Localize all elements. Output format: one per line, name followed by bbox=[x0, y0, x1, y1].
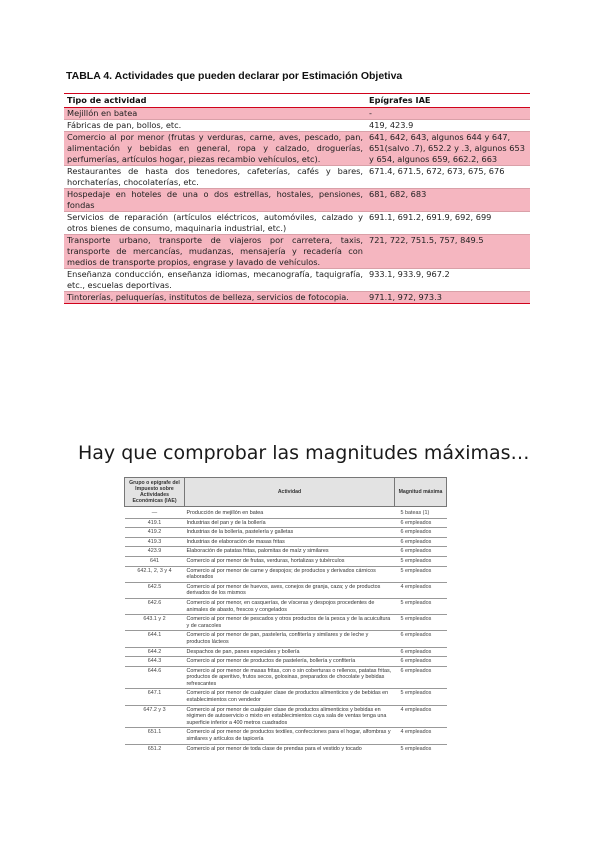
magnitude-cell: 5 empleados bbox=[395, 598, 447, 614]
magnitude-cell: 4 empleados bbox=[395, 728, 447, 744]
activity-cell: Enseñanza conducción, enseñanza idiomas, mecanografía, taquigrafía, etc., escuelas deportivas. bbox=[64, 269, 366, 292]
epigraph-code-cell: 643.1 y 2 bbox=[125, 615, 185, 631]
activities-table bbox=[64, 93, 530, 304]
epigraph-code-cell: 651.2 bbox=[147, 745, 162, 752]
table-row bbox=[125, 647, 447, 657]
epigraph-code-cell: 641 bbox=[125, 556, 185, 566]
table-row bbox=[64, 292, 530, 304]
table-row bbox=[64, 108, 530, 120]
activity-cell: Elaboración de patatas fritas, palomitas de maíz y similares bbox=[185, 547, 395, 557]
table-row bbox=[125, 509, 447, 518]
epigraph-code-cell: 644.6 bbox=[125, 666, 185, 689]
activity-cell: Transporte urbano, transporte de viajeros por carretera, taxis, transporte de mercancías, mudanzas, mensajería y recadería con medios de transporte propios, engrase y lavado de vehículos. bbox=[64, 235, 366, 269]
activity-cell: Comercio al por menor de pescados y otros productos de la pesca y de la acuicultura y de caracoles bbox=[185, 615, 395, 631]
table-row bbox=[64, 166, 530, 189]
magnitude-cell: 6 empleados bbox=[395, 647, 447, 657]
epigraph-code-cell: 644.3 bbox=[125, 657, 185, 667]
table-header-row bbox=[125, 478, 447, 507]
activity-cell: Industrias de la bollería, pastelería y galletas bbox=[185, 528, 395, 538]
table-row bbox=[125, 728, 447, 744]
table-row bbox=[64, 212, 530, 235]
epigraph-code-cell: 647.2 y 3 bbox=[125, 705, 185, 728]
table-row bbox=[64, 132, 530, 166]
epigraphs-cell: 419, 423.9 bbox=[366, 120, 530, 132]
activity-cell: Comercio al por menor de masas fritas, con o sin coberturas o rellenos, patatas fritas, productos de aperitivo, frutos secos, golosinas, preparados de chocolate y bebidas refrescantes bbox=[185, 666, 395, 689]
activity-cell: Servicios de reparación (artículos eléctricos, automóviles, calzado y otros bienes de consumo, maquinaria industrial, etc.) bbox=[64, 212, 366, 235]
max-magnitudes-table bbox=[124, 477, 447, 753]
table-row bbox=[125, 631, 447, 647]
table-row bbox=[64, 120, 530, 132]
magnitude-cell: 4 empleados bbox=[395, 582, 447, 598]
activity-cell: Comercio al por menor de pan, pastelería, confitería y similares y de leche y productos lácteos bbox=[185, 631, 395, 647]
epigraph-code-cell: 419.3 bbox=[125, 537, 185, 547]
activity-cell: Comercio al por menor de cualquier clase de productos alimenticios y de bebidas en establecimientos con vendedor bbox=[185, 689, 395, 705]
header-iae-epigraphs: Epígrafes IAE bbox=[366, 94, 530, 108]
table-row bbox=[125, 582, 447, 598]
activity-cell: Comercio al por menor de huevos, aves, conejos de granja, caza; y de productos derivados de los mismos bbox=[185, 582, 395, 598]
epigraph-code-cell: 642.1, 2, 3 y 4 bbox=[125, 566, 185, 582]
magnitude-cell: 4 empleados bbox=[395, 705, 447, 728]
epigraph-code-cell: 423.9 bbox=[125, 547, 185, 557]
epigraph-code-cell: 419.1 bbox=[125, 518, 185, 528]
table4-title: TABLA 4. Actividades que pueden declarar por Estimación Objetiva bbox=[66, 70, 403, 82]
table-row bbox=[64, 269, 530, 292]
magnitude-cell: 6 empleados bbox=[395, 666, 447, 689]
max-magnitudes-table-image bbox=[120, 475, 450, 766]
activity-cell: Mejillón en batea bbox=[64, 108, 366, 120]
magnitude-cell: 6 empleados bbox=[395, 518, 447, 528]
epigraphs-cell: 671.4, 671.5, 672, 673, 675, 676 bbox=[366, 166, 530, 189]
epigraphs-cell: 933.1, 933.9, 967.2 bbox=[366, 269, 530, 292]
table-row bbox=[125, 657, 447, 667]
table-row bbox=[125, 615, 447, 631]
epigraph-code-cell: — bbox=[125, 509, 185, 518]
epigraph-code-cell: 642.6 bbox=[125, 598, 185, 614]
epigraphs-cell: 641, 642, 643, algunos 644 y 647, 651(salvo .7), 652.2 y .3, algunos 653 y 654, algunos 659, 662.2, 663 bbox=[366, 132, 530, 166]
activity-cell: Tintorerías, peluquerías, institutos de belleza, servicios de fotocopia. bbox=[64, 292, 366, 304]
activity-cell: Comercio al por menor de toda clase de prendas para el vestido y tocado bbox=[186, 745, 362, 752]
activity-cell: Comercio al por menor de carne y despojos; de productos y derivados cárnicos elaborados bbox=[185, 566, 395, 582]
activity-cell: Hospedaje en hoteles de una o dos estrellas, hostales, pensiones, fondas bbox=[64, 189, 366, 212]
epigraphs-cell: - bbox=[366, 108, 530, 120]
magnitude-cell: 6 empleados bbox=[395, 657, 447, 667]
table-row bbox=[125, 566, 447, 582]
activity-cell: Producción de mejillón en batea bbox=[185, 509, 395, 518]
magnitude-cell: 5 empleados bbox=[395, 615, 447, 631]
table-row bbox=[64, 189, 530, 212]
magnitude-cell: 6 empleados bbox=[395, 547, 447, 557]
activity-cell: Despachos de pan, panes especiales y bollería bbox=[185, 647, 395, 657]
table-row bbox=[125, 547, 447, 557]
activity-cell: Industrias del pan y de la bollería bbox=[185, 518, 395, 528]
epigraph-code-cell: 644.2 bbox=[125, 647, 185, 657]
magnitude-cell: 6 empleados bbox=[395, 537, 447, 547]
table-row bbox=[125, 518, 447, 528]
table-row bbox=[125, 666, 447, 689]
activity-cell: Comercio al por menor de productos de pastelería, bollería y confitería bbox=[185, 657, 395, 667]
epigraphs-cell: 971.1, 972, 973.3 bbox=[366, 292, 530, 304]
table-row bbox=[125, 528, 447, 538]
activity-cell: Restaurantes de hasta dos tenedores, cafeterías, cafés y bares, horchaterías, chocolaterías, etc. bbox=[64, 166, 366, 189]
activity-cell: Comercio al por menor de cualquier clase de productos alimenticios y bebidas en régimen de autoservicio o mixto en establecimientos cuya sala de ventas tenga una superficie inferior a 400 metros cuadrados bbox=[185, 705, 395, 728]
activity-cell: Comercio al por menor de productos textiles, confecciones para el hogar, alfombras y similares y artículos de tapicería bbox=[185, 728, 395, 744]
magnitude-cell: 5 empleados bbox=[395, 556, 447, 566]
activity-cell: Fábricas de pan, bollos, etc. bbox=[64, 120, 366, 132]
table-row bbox=[125, 744, 447, 753]
epigraphs-cell: 721, 722, 751.5, 757, 849.5 bbox=[366, 235, 530, 269]
header-activity-type: Tipo de actividad bbox=[64, 94, 366, 108]
epigraph-code-cell: 644.1 bbox=[125, 631, 185, 647]
epigraph-code-cell: 651.1 bbox=[125, 728, 185, 744]
activity-cell: Comercio al por menor de frutas, verduras, hortalizas y tubérculos bbox=[185, 556, 395, 566]
epigraph-code-cell: 647.1 bbox=[125, 689, 185, 705]
epigraphs-cell: 681, 682, 683 bbox=[366, 189, 530, 212]
header-activity: Actividad bbox=[185, 478, 395, 507]
magnitude-cell: 5 empleados bbox=[395, 566, 447, 582]
activity-cell: Comercio al por menor (frutas y verduras, carne, aves, pescado, pan, alimentación y bebidas en general, ropa y calzado, droguerías, perfumerías, artículos hogar, piezas recambio vehículos, etc). bbox=[64, 132, 366, 166]
header-max-magnitude: Magnitud máxima bbox=[395, 478, 447, 507]
activity-cell: Comercio al por menor, en casquerías, de vísceras y despojos procedentes de animales de abasto, frescos y congelados bbox=[185, 598, 395, 614]
table-row bbox=[125, 598, 447, 614]
table-header-row bbox=[64, 94, 530, 108]
table-row bbox=[125, 556, 447, 566]
magnitude-cell: 5 empleados bbox=[400, 745, 432, 752]
table-row bbox=[64, 235, 530, 269]
epigraph-code-cell: 419.2 bbox=[125, 528, 185, 538]
magnitude-cell: 5 empleados bbox=[395, 689, 447, 705]
activity-cell: Industrias de elaboración de masas fritas bbox=[185, 537, 395, 547]
epigraph-code-cell: 642.5 bbox=[125, 582, 185, 598]
table-row bbox=[125, 705, 447, 728]
header-group-epigraph: Grupo o epígrafe del Impuesto sobre Actividades Económicas (IAE) bbox=[125, 478, 185, 507]
table-row bbox=[125, 537, 447, 547]
magnitude-cell: 5 bateas (1) bbox=[395, 509, 447, 518]
magnitude-cell: 6 empleados bbox=[395, 631, 447, 647]
epigraphs-cell: 691.1, 691.2, 691.9, 692, 699 bbox=[366, 212, 530, 235]
section-heading: Hay que comprobar las magnitudes máximas… bbox=[78, 442, 530, 464]
magnitude-cell: 6 empleados bbox=[395, 528, 447, 538]
table-row bbox=[125, 689, 447, 705]
